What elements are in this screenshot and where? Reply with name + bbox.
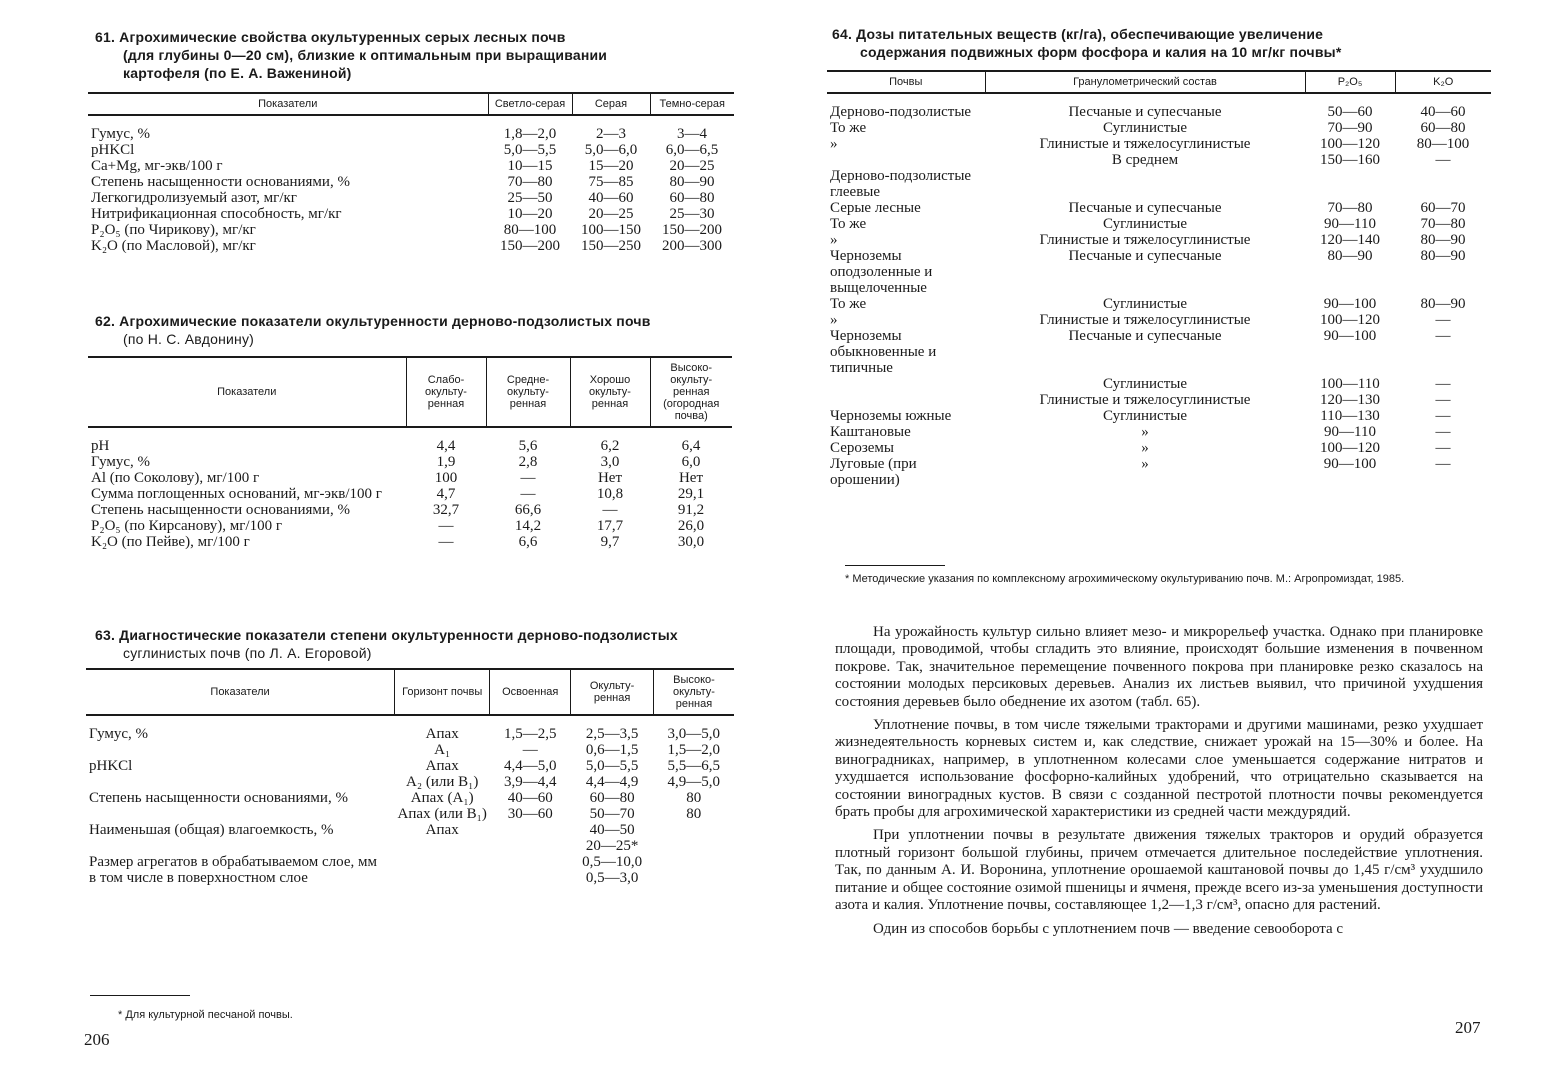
paragraph: Один из способов борьбы с уплотнением почв — введение севооборота с: [873, 920, 1344, 937]
row-label: K₂O (по Масловой), мг/кг: [91, 238, 256, 254]
footnote: * Для культурной песчаной почвы.: [118, 1009, 293, 1021]
row-label: »: [830, 136, 838, 152]
row-label: Степень насыщенности основаниями, %: [91, 174, 350, 190]
table-row: [827, 216, 1491, 232]
row-label: [827, 392, 985, 408]
row-label: Черноземы оподзоленные и выщелоченные: [830, 248, 933, 296]
row-label: То же: [830, 216, 867, 232]
table-row: [86, 715, 734, 742]
row-label: Наименьшая (общая) влагоемкость, %: [89, 822, 334, 838]
row-label: Дерново-подзолистые: [830, 104, 972, 120]
table-cell: Aпах (A₁): [410, 790, 474, 806]
table-cell: —: [1435, 392, 1451, 408]
table-cell: —: [522, 742, 538, 758]
table-cell: [395, 870, 490, 886]
table-cell: 100—120: [1320, 136, 1380, 152]
table-row: [827, 392, 1491, 408]
table-cell: 80—100: [1416, 136, 1470, 152]
table-cell: —: [1435, 328, 1451, 344]
table-cell: 5,6: [518, 438, 538, 454]
table-cell: [490, 838, 571, 854]
table-row: [88, 454, 732, 470]
table-cell: Глинистые и тяжелосуглинистые: [1039, 312, 1251, 328]
table-cell: 75—85: [588, 174, 634, 190]
table-row: [86, 870, 734, 886]
row-label: P₂O₅ (по Чирикову), мг/кг: [91, 222, 256, 238]
title-line: (по Н. С. Авдонину): [123, 331, 255, 347]
table-cell: 25—30: [669, 206, 715, 222]
column-header: Светло-серая: [488, 93, 572, 115]
table-cell: 50—70: [589, 806, 635, 822]
table-row: [88, 534, 732, 550]
row-label: То же: [830, 120, 867, 136]
table-64: [827, 70, 1491, 488]
table-row: [88, 238, 734, 254]
table-cell: 80—90: [1420, 248, 1466, 264]
row-label: Каштановые: [830, 424, 911, 440]
table-cell: 1,9: [436, 454, 456, 470]
table-cell: Песчаные и супесчаные: [1068, 248, 1222, 264]
row-label: [827, 152, 985, 168]
table-cell: [490, 870, 571, 886]
table-cell: В среднем: [1111, 152, 1179, 168]
table-row: [86, 838, 734, 854]
table-64-title: [832, 25, 1492, 61]
column-header: Почвы: [827, 71, 985, 93]
table-row: [88, 115, 734, 142]
table-row: [827, 120, 1491, 136]
table-cell: 150—250: [581, 238, 641, 254]
table-63: [86, 668, 734, 886]
row-label: »: [830, 312, 838, 328]
table-cell: 110—130: [1320, 408, 1380, 424]
title-line: (для глубины 0—20 см), близкие к оптимальным при выращивании: [123, 47, 608, 63]
column-header: Освоенная: [490, 669, 571, 715]
column-header: Показатели: [88, 357, 406, 427]
table-cell: [653, 854, 734, 870]
table-cell: [653, 838, 734, 854]
column-header: Показатели: [88, 93, 488, 115]
table-cell: »: [1141, 456, 1149, 472]
table-row: [88, 158, 734, 174]
table-cell: —: [438, 534, 454, 550]
row-label: Al (по Соколову), мг/100 г: [91, 470, 260, 486]
table-cell: 29,1: [677, 486, 705, 502]
table-cell: 0,5—3,0: [585, 870, 639, 886]
table-row: [86, 806, 734, 822]
table-cell: 150—200: [500, 238, 560, 254]
table-cell: 91,2: [677, 502, 705, 518]
row-label: Дерново-подзолистые глеевые: [830, 168, 972, 200]
table-cell: —: [602, 502, 618, 518]
table-cell: 2,5—3,5: [585, 726, 639, 742]
table-cell: [395, 838, 490, 854]
table-cell: —: [438, 518, 454, 534]
table-row: [88, 427, 732, 454]
row-label: Гумус, %: [91, 454, 151, 470]
table-cell: Нет: [597, 470, 623, 486]
table-cell: —: [1435, 152, 1451, 168]
title-line: суглинистых почв (по Л. А. Егоровой): [123, 645, 372, 661]
row-label: Черноземы южные: [830, 408, 952, 424]
table-cell: 90—110: [1324, 216, 1376, 232]
table-header-row: [88, 357, 732, 427]
table-row: [88, 222, 734, 238]
table-cell: 30,0: [677, 534, 705, 550]
table-cell: 6,0: [681, 454, 701, 470]
row-label: Размер агрегатов в обрабатываемом слое, мм: [89, 854, 377, 870]
footnote-rule: [845, 565, 945, 566]
table-cell: [395, 854, 490, 870]
table-cell: 6,2: [600, 438, 620, 454]
table-cell: 10—15: [507, 158, 553, 174]
table-row: [88, 142, 734, 158]
table-cell: 4,4—4,9: [585, 774, 639, 790]
table-cell: 30—60: [507, 806, 553, 822]
row-label: в том числе в поверхностном слое: [89, 870, 308, 886]
table-cell: 26,0: [677, 518, 705, 534]
table-row: [88, 206, 734, 222]
column-header: Показатели: [86, 669, 395, 715]
row-label: [86, 806, 395, 822]
table-cell: Глинистые и тяжелосуглинистые: [1039, 232, 1251, 248]
column-header: Высоко-окульту-ренная: [653, 669, 734, 715]
column-header: Средне-окульту-ренная: [486, 357, 570, 427]
table-cell: 100—120: [1320, 440, 1380, 456]
table-cell: 100—110: [1320, 376, 1380, 392]
title-line: 64. Дозы питательных веществ (кг/га), обеспечивающие увеличение: [832, 26, 1324, 42]
table-62: [88, 356, 732, 550]
table-63-title: [95, 626, 735, 662]
row-label: [827, 376, 985, 392]
table-row: [88, 518, 732, 534]
row-label: Ca+Mg, мг-экв/100 г: [91, 158, 223, 174]
row-label: [86, 774, 395, 790]
row-label: P₂O₅ (по Кирсанову), мг/100 г: [91, 518, 282, 534]
table-cell: 50—60: [1327, 104, 1373, 120]
table-cell: Aпах: [425, 726, 459, 742]
table-row: [827, 168, 1491, 200]
table-row: [86, 790, 734, 806]
row-label: Нитрификационная способность, мг/кг: [91, 206, 342, 222]
table-cell: 70—80: [1420, 216, 1466, 232]
table-cell: Суглинистые: [1102, 120, 1188, 136]
table-62-title: [95, 312, 735, 348]
table-row: [827, 232, 1491, 248]
table-cell: 20—25: [588, 206, 634, 222]
table-cell: —: [1435, 408, 1451, 424]
table-cell: 1,5—2,0: [667, 742, 720, 758]
table-cell: Песчаные и супесчаные: [1068, 328, 1222, 344]
table-cell: 0,5—10,0: [582, 854, 643, 870]
table-row: [827, 248, 1491, 296]
table-cell: »: [1141, 440, 1149, 456]
table-row: [827, 296, 1491, 312]
table-cell: 40—50: [589, 822, 635, 838]
column-header: Гранулометрический состав: [985, 71, 1305, 93]
paragraph: Уплотнение почвы, в том числе тяжелыми тракторами и другими машинами, резко ухудшает жизнедеятельность корневых систем и, как следствие, снижает урожай на 15—30% и более. На виноградниках, например, в уплотненном колесами слое уменьшается содержание нитратов и ухудшается использование фосфорно-калийных удобрений, что отрицательно сказывается на состоянии виноградных кустов. В связи с созданной пестротой плотности почвы рекомендуется брать пробы для агрохимической характеристики из средней части междурядий.: [835, 717, 1483, 821]
table-cell: 70—90: [1327, 120, 1373, 136]
title-line: 61. Агрохимические свойства окультуренных серых лесных почв: [95, 29, 566, 45]
table-cell: Песчаные и супесчаные: [1068, 104, 1222, 120]
table-cell: Глинистые и тяжелосуглинистые: [1039, 392, 1251, 408]
row-label: Степень насыщенности основаниями, %: [89, 790, 348, 806]
page-number: 206: [84, 1030, 110, 1049]
table-cell: 9,7: [600, 534, 620, 550]
table-cell: 120—140: [1320, 232, 1380, 248]
table-row: [827, 93, 1491, 120]
table-cell: 60—70: [1420, 200, 1466, 216]
table-cell: 5,5—6,5: [667, 758, 720, 774]
table-cell: 80—90: [1420, 232, 1466, 248]
table-cell: Суглинистые: [1102, 376, 1188, 392]
table-row: [827, 408, 1491, 424]
table-row: [88, 174, 734, 190]
row-label: Серые лесные: [830, 200, 921, 216]
column-header: K₂O: [1395, 71, 1491, 93]
table-cell: 2,8: [518, 454, 538, 470]
table-cell: [1305, 168, 1395, 200]
table-cell: 66,6: [514, 502, 542, 518]
table-cell: 120—130: [1320, 392, 1380, 408]
table-row: [88, 190, 734, 206]
page-number: 207: [1455, 1018, 1481, 1037]
column-header: P₂O₅: [1305, 71, 1395, 93]
table-cell: 0,6—1,5: [585, 742, 639, 758]
table-cell: 2—3: [596, 126, 626, 142]
table-cell: Суглинистые: [1102, 296, 1188, 312]
table-cell: [653, 822, 734, 838]
table-cell: 3,0: [600, 454, 620, 470]
table-cell: 60—80: [589, 790, 635, 806]
row-label: Легкогидролизуемый азот, мг/кг: [91, 190, 297, 206]
table-row: [827, 328, 1491, 376]
table-row: [827, 152, 1491, 168]
table-row: [827, 424, 1491, 440]
table-header-row: [86, 669, 734, 715]
table-cell: 6,0—6,5: [665, 142, 719, 158]
footnote: * Методические указания по комплексному агрохимическому окультуриванию почв. М.: Агропромиздат, 1985.: [845, 573, 1405, 585]
row-label: [86, 742, 395, 758]
table-cell: 90—100: [1323, 456, 1377, 472]
table-cell: —: [1435, 424, 1451, 440]
table-cell: 4,9—5,0: [667, 774, 720, 790]
table-cell: 4,4—5,0: [503, 758, 557, 774]
row-label: pH: [91, 438, 110, 454]
table-cell: [1395, 168, 1491, 200]
table-61-title: [95, 28, 735, 82]
table-cell: 10—20: [507, 206, 553, 222]
table-cell: 14,2: [514, 518, 542, 534]
table-cell: Нет: [678, 470, 704, 486]
table-cell: 20—25: [669, 158, 715, 174]
table-cell: —: [520, 486, 536, 502]
paragraph: На урожайность культур сильно влияет мезо- и микрорельеф участка. Однако при планировке площади, проводимой, чтобы сгладить это влияние, происходят большие изменения в почвенном покрове. Так, значительное перемещение почвенного покрова при планировке резко сказалось на состоянии молодых персиковых деревьев. Анализ их листьев выявил, что причиной ухудшения состояния деревьев было обеднение их азотом (табл. 65).: [835, 624, 1483, 710]
table-cell: 90—100: [1323, 296, 1377, 312]
table-cell: 70—80: [507, 174, 553, 190]
table-cell: [490, 822, 571, 838]
table-cell: Суглинистые: [1102, 216, 1188, 232]
right-page: [775, 0, 1550, 1083]
table-cell: [490, 854, 571, 870]
row-label: pHKCl: [89, 758, 133, 774]
table-cell: Суглинистые: [1102, 408, 1188, 424]
row-label: Гумус, %: [89, 726, 149, 742]
table-cell: 150—200: [662, 222, 722, 238]
table-row: [86, 774, 734, 790]
row-label: Черноземы обыкновенные и типичные: [830, 328, 937, 376]
table-cell: 90—100: [1323, 328, 1377, 344]
row-label: pHKCl: [91, 142, 135, 158]
table-cell: 80: [686, 806, 702, 822]
table-row: [827, 136, 1491, 152]
table-cell: 20—25*: [585, 838, 639, 854]
table-cell: —: [1435, 456, 1451, 472]
row-label: K₂O (по Пейве), мг/100 г: [91, 534, 250, 550]
table-cell: 200—300: [662, 238, 722, 254]
table-row: [86, 758, 734, 774]
table-row: [86, 742, 734, 758]
table-cell: 32,7: [432, 502, 460, 518]
table-cell: 80—90: [1420, 296, 1466, 312]
table-cell: Песчаные и супесчаные: [1068, 200, 1222, 216]
title-line: 63. Диагностические показатели степени окультуренности дерново-подзолистых: [95, 627, 678, 643]
table-cell: 100: [434, 470, 458, 486]
row-label: То же: [830, 296, 867, 312]
table-cell: 4,4: [436, 438, 456, 454]
title-line: содержания подвижных форм фосфора и калия на 10 мг/кг почвы*: [860, 44, 1342, 60]
table-cell: Aпах (или B₁): [397, 806, 487, 822]
table-cell: 90—110: [1324, 424, 1376, 440]
table-row: [86, 854, 734, 870]
table-cell: 100—150: [581, 222, 641, 238]
table-cell: —: [1435, 440, 1451, 456]
row-label: Степень насыщенности основаниями, %: [91, 502, 350, 518]
table-cell: 3—4: [677, 126, 707, 142]
table-cell: 40—60: [1420, 104, 1466, 120]
column-header: Слабо-окульту-ренная: [406, 357, 486, 427]
table-row: [88, 486, 732, 502]
row-label: Гумус, %: [91, 126, 151, 142]
table-cell: 25—50: [507, 190, 553, 206]
body-text: [835, 624, 1483, 938]
table-cell: Aпах: [425, 822, 459, 838]
table-cell: —: [1435, 312, 1451, 328]
table-cell: 3,0—5,0: [667, 726, 720, 742]
table-cell: Глинистые и тяжелосуглинистые: [1039, 136, 1251, 152]
table-cell: 6,4: [681, 438, 701, 454]
table-cell: [985, 168, 1305, 200]
column-header: Серая: [572, 93, 650, 115]
title-line: 62. Агрохимические показатели окультуренности дерново-подзолистых почв: [95, 313, 651, 329]
table-cell: 70—80: [1327, 200, 1373, 216]
table-row: [827, 200, 1491, 216]
table-cell: 60—80: [1420, 120, 1466, 136]
table-cell: 5,0—5,5: [585, 758, 639, 774]
column-header: Хорошо окульту-ренная: [570, 357, 650, 427]
table-cell: —: [520, 470, 536, 486]
table-cell: 80: [686, 790, 702, 806]
row-label: Сероземы: [830, 440, 894, 456]
row-label: [86, 838, 395, 854]
table-row: [88, 502, 732, 518]
table-cell: 40—60: [588, 190, 634, 206]
table-cell: 80—90: [669, 174, 715, 190]
table-row: [827, 312, 1491, 328]
table-cell: —: [1435, 376, 1451, 392]
table-row: [88, 470, 732, 486]
table-row: [827, 456, 1491, 488]
table-cell: A₁: [434, 742, 451, 758]
row-label: Сумма поглощенных оснований, мг-экв/100 г: [91, 486, 382, 502]
table-row: [86, 822, 734, 838]
table-cell: 1,5—2,5: [503, 726, 557, 742]
table-cell: 10,8: [596, 486, 624, 502]
table-cell: 15—20: [588, 158, 634, 174]
footnote-rule: [90, 995, 190, 996]
table-cell: 80—100: [503, 222, 557, 238]
column-header: Горизонт почвы: [395, 669, 490, 715]
table-cell: 3,9—4,4: [503, 774, 557, 790]
table-cell: 6,6: [518, 534, 538, 550]
row-label: »: [830, 232, 838, 248]
column-header: Окульту-ренная: [571, 669, 654, 715]
title-line: картофеля (по Е. А. Важениной): [123, 65, 352, 81]
table-row: [827, 376, 1491, 392]
table-cell: 1,8—2,0: [503, 126, 557, 142]
row-label: Луговые (при орошении): [830, 456, 917, 488]
column-header: Высоко-окульту-ренная (огородная почва): [650, 357, 732, 427]
table-cell: 5,0—5,5: [503, 142, 557, 158]
paragraph: При уплотнении почвы в результате движения тяжелых тракторов и орудий образуется плотный горизонт большой глубины, причем отмечается длительное последействие уплотнения. Так, по данным А. И. Воронина, уплотнение орошаемой каштановой почвы до 1,45 г/см³ ухудшило питание и общее состояние озимой пшеницы и ячменя, прежде всего из-за уменьшения доступности азота и калия. Уплотнение почвы, составляющее 1,2—1,3 г/см³, опасно для растений.: [835, 827, 1483, 914]
table-cell: 17,7: [596, 518, 624, 534]
table-cell: [653, 870, 734, 886]
table-cell: 4,7: [436, 486, 456, 502]
table-header-row: [88, 93, 734, 115]
column-header: Темно-серая: [650, 93, 734, 115]
table-header-row: [827, 71, 1491, 93]
table-cell: Aпах: [425, 758, 459, 774]
table-cell: A₂ (или B₁): [406, 774, 479, 790]
table-cell: 150—160: [1320, 152, 1380, 168]
table-cell: 40—60: [507, 790, 553, 806]
table-61: [88, 92, 734, 254]
table-cell: 60—80: [669, 190, 715, 206]
table-cell: 80—90: [1327, 248, 1373, 264]
table-cell: »: [1141, 424, 1149, 440]
table-cell: 5,0—6,0: [584, 142, 638, 158]
table-row: [827, 440, 1491, 456]
table-cell: 100—120: [1320, 312, 1380, 328]
